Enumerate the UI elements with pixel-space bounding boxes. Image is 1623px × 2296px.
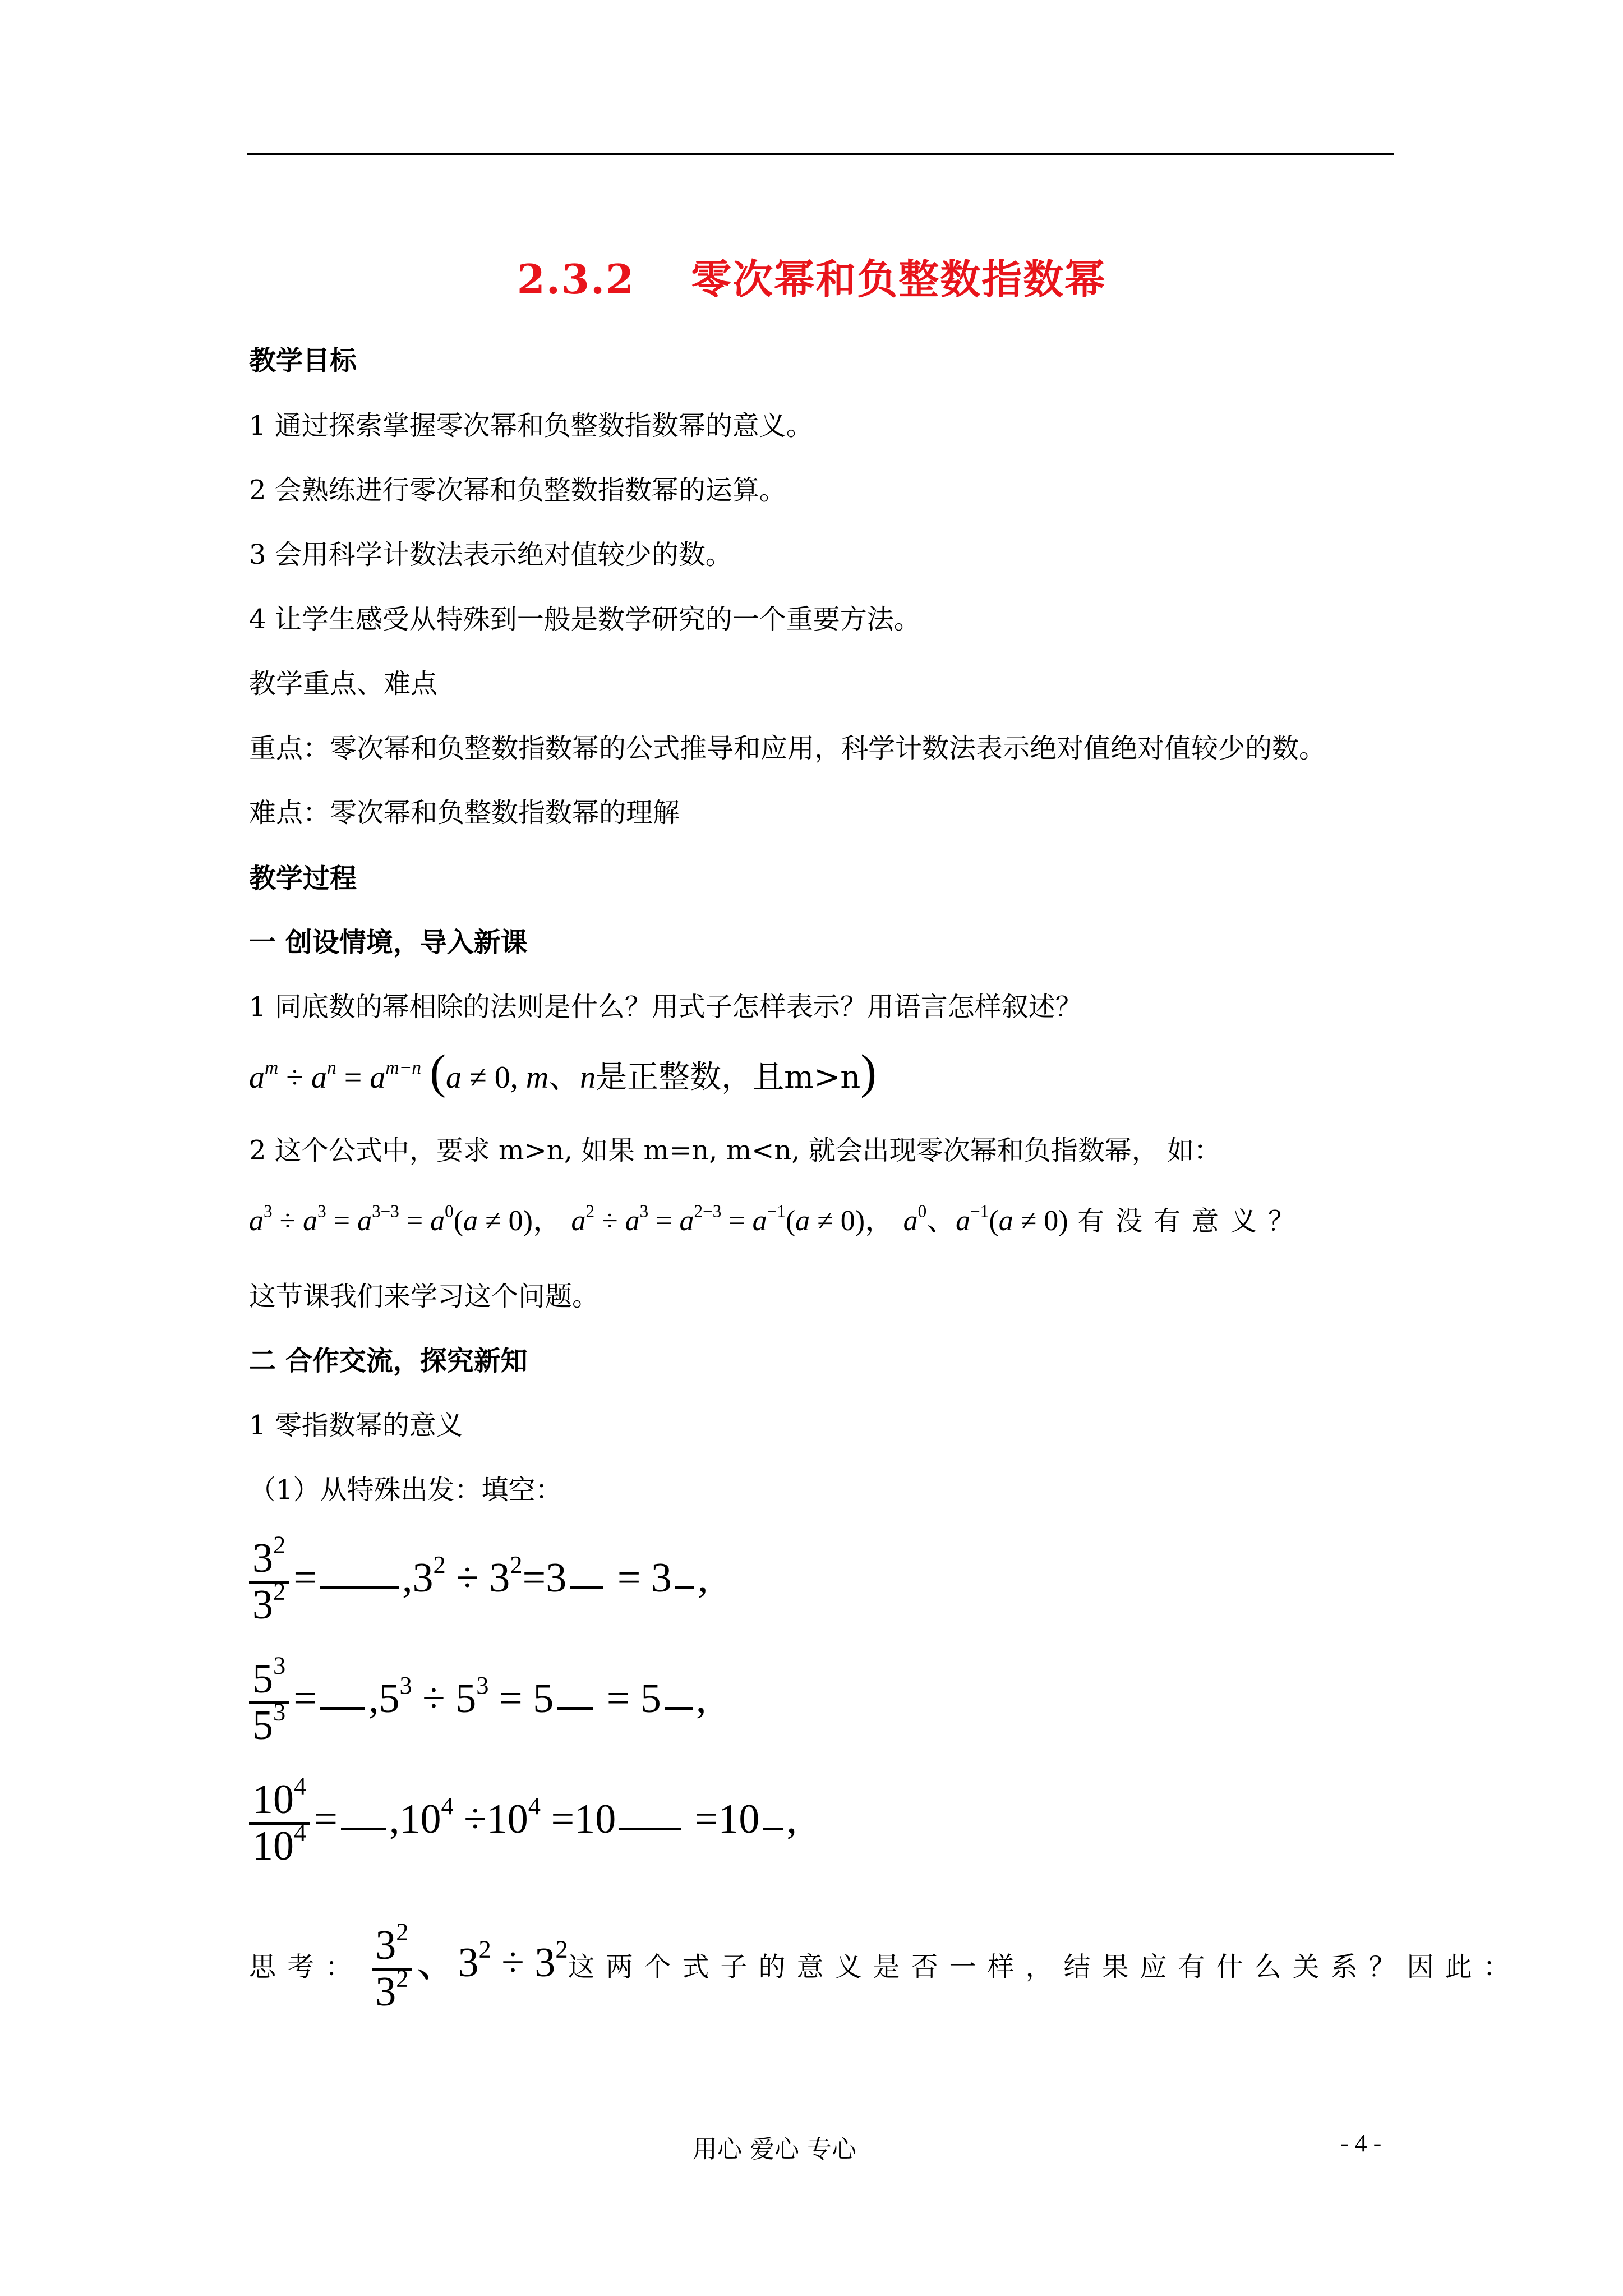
key-point: 重点：零次幂和负整数指数幂的公式推导和应用，科学计数法表示绝对值绝对值较少的数。 bbox=[249, 733, 1326, 764]
goal-item-2: 2 会熟练进行零次幂和负整数指数幂的运算。 bbox=[249, 475, 786, 506]
keypoints-heading: 教学重点、难点 bbox=[249, 668, 438, 700]
question-2-tail: 有没有意义？ bbox=[1077, 1205, 1307, 1237]
section-1-heading: 一 创设情境，导入新课 bbox=[249, 927, 528, 958]
page-title bbox=[0, 247, 1623, 305]
fill-blank-row-3: $\frac{10^4}{10^4}$ = $,10^4 \div 10^4 =10 =10$ , bbox=[249, 1778, 1393, 1868]
think-label: 思考： bbox=[249, 1951, 364, 1983]
think-line: 思考： $\frac{3^2}{3^2}$ 、$3^2 \div 3^2$这两个式子的意义是否一样，结果应有什么关系？因此： bbox=[249, 1917, 1521, 2015]
process-heading: 教学过程 bbox=[249, 863, 357, 894]
question-2: 2 这个公式中，要求 m>n, 如果 m=n, m<n, 就会出现零次幂和负指数幂， 如： bbox=[249, 1135, 1221, 1166]
section-title: 零次幂和负整数指数幂 bbox=[691, 255, 1106, 303]
section-2-heading: 二 合作交流，探究新知 bbox=[249, 1345, 528, 1377]
goal-item-1: 1 通过探索掌握零次幂和负整数指数幂的意义。 bbox=[249, 410, 813, 441]
subsection-1-1: （1）从特殊出发：填空： bbox=[249, 1474, 562, 1506]
page-number: - 4 - bbox=[1340, 2129, 1382, 2157]
fraction-10-4: $\frac{10^4}{10^4}$ bbox=[249, 1778, 310, 1868]
subsection-1: 1 零指数幂的意义 bbox=[249, 1410, 463, 1441]
blank-answer bbox=[320, 1586, 399, 1589]
goals-heading: 教学目标 bbox=[249, 345, 357, 376]
fill-blank-row-2: $\frac{5^3}{5^3}$ = $,5^3 \div 5^3 = 5 = 5$ , bbox=[249, 1658, 1393, 1747]
footer-motto: 用心 爱心 专心 bbox=[693, 2135, 856, 2164]
fill-blank-row-1: $\frac{3^2}{3^2}$ = $,3^2 \div 3^2=3 = 3$ , bbox=[249, 1537, 1393, 1627]
blank-answer bbox=[320, 1707, 365, 1710]
goal-item-3: 3 会用科学计数法表示绝对值较少的数。 bbox=[249, 539, 732, 570]
question-1: 1 同底数的幂相除的法则是什么？用式子怎样表示？用语言怎样叙述？ bbox=[249, 991, 1082, 1023]
think-text: 这两个式子的意义是否一样，结果应有什么关系？因此： bbox=[568, 1951, 1521, 1983]
fraction-5-3: $\frac{5^3}{5^3}$ bbox=[249, 1658, 289, 1747]
formula-condition: 是正整数，且m>n bbox=[596, 1059, 861, 1096]
section-number: 2.3.2 bbox=[517, 255, 635, 303]
blank-answer bbox=[341, 1828, 386, 1830]
example-formulas: $a^3 \div a^3 = a^{3-3} = a^0(a \ne 0)$， $a^2 \div a^3 = a^{2-3} = a^{-1}(a \ne 0)$， $a^0$、$a^{-1}(a \ne 0)$ 有没有意义？ bbox=[249, 1201, 1307, 1237]
goal-item-4: 4 让学生感受从特殊到一般是数学研究的一个重要方法。 bbox=[249, 604, 921, 635]
fraction-3-2-think: $\frac{3^2}{3^2}$ bbox=[372, 1924, 412, 2014]
header-rule bbox=[247, 153, 1394, 155]
difficulty: 难点：零次幂和负整数指数幂的理解 bbox=[249, 797, 680, 829]
division-rule-formula: $a^m \div a^n = a^{m-n}$ (a ≠ 0, m、n是正整数，且m>n) bbox=[249, 1045, 877, 1098]
question-3: 这节课我们来学习这个问题。 bbox=[249, 1281, 600, 1312]
fraction-3-2: $\frac{3^2}{3^2}$ bbox=[249, 1537, 289, 1627]
